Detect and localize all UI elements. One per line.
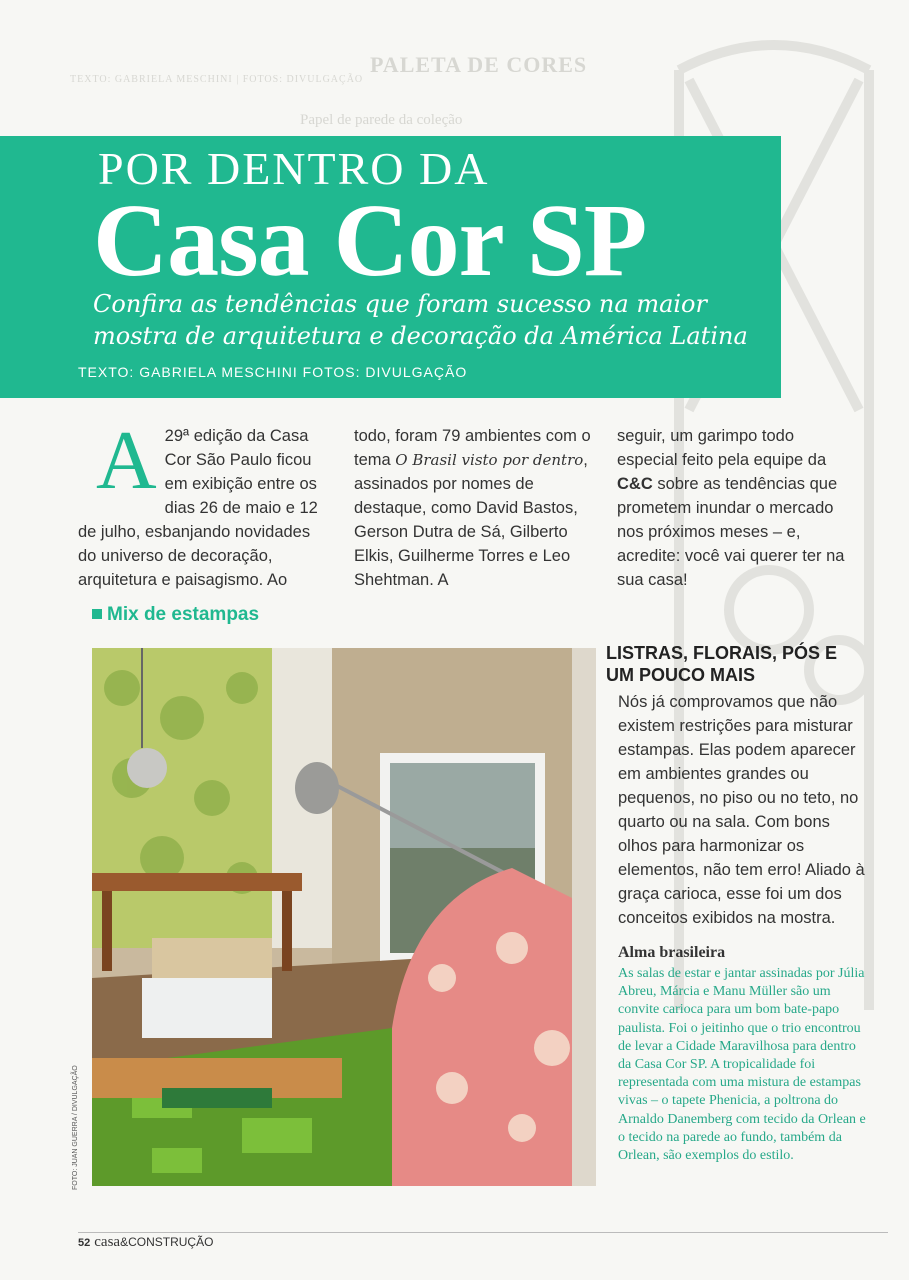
drop-cap: A: [96, 414, 157, 507]
intro-text-3a: seguir, um garimpo todo especial feito pela equipe da: [617, 427, 827, 469]
bleed-through-title: PALETA DE CORES: [370, 52, 588, 77]
intro-column-2: [354, 424, 596, 592]
page-footer: [78, 1234, 213, 1251]
bleed-through-credit: TEXTO: GABRIELA MESCHINI | FOTOS: DIVULGAÇÃO: [70, 74, 364, 85]
intro-column-3: [617, 424, 847, 592]
intro-column-1: [78, 414, 330, 592]
intro-text-1: 29ª edição da Casa Cor São Paulo ficou em exibição entre os dias 26 de maio e 12 de julho, esbanjando novidades do universo de decoração, arquitetura e paisagismo. Ao: [78, 427, 318, 589]
headline-kicker: POR DENTRO DA: [98, 143, 490, 194]
brand-mention: C&C: [617, 475, 653, 493]
magazine-name-casa: casa: [94, 1234, 121, 1250]
intro-text-2b: , assinados por nomes de destaque, como David Bastos, Gerson Dutra de Sá, Gilberto Elkis, Guilherme Torres e Leo Shehtman. A: [354, 451, 588, 589]
photo-credit: FOTO: JUAN GUERRA / DIVULGAÇÃO: [72, 1065, 79, 1190]
byline-credits: TEXTO: GABRIELA MESCHINI FOTOS: DIVULGAÇÃO: [78, 364, 468, 380]
page-number: 52: [78, 1237, 91, 1249]
deck: Confira as tendências que foram sucesso na maior mostra de arquitetura e decoração da América Latina: [93, 290, 748, 350]
intro-theme: O Brasil visto por dentro: [395, 451, 584, 469]
room-photo: [92, 648, 596, 1186]
section-heading: [92, 604, 259, 626]
footer-rule: [78, 1232, 888, 1233]
bleed-through-subtitle: Papel de parede da coleção: [300, 112, 463, 128]
sidebar-title: LISTRAS, FLORAIS, PÓS E UM POUCO MAIS: [606, 643, 838, 685]
square-bullet-icon: [92, 609, 102, 619]
intro-text-2a: todo, foram 79 ambientes com o tema: [354, 427, 591, 469]
headline: Casa Cor SP: [93, 183, 647, 298]
caption-text: As salas de estar e jantar assinadas por Júlia Abreu, Márcia e Manu Müller são um convite carioca para um bom bate-papo paulista. Foi o jeitinho que o trio encontrou de levar a Cidade Maravilhosa para dentro da Casa Cor SP. A tropicalidade foi representada com uma mistura de estampas vivas – o tapete Phenicia, a poltrona do Arnaldo Danemberg com tecido da Orlean e o tecido na parede ao fundo, também da Orlean, são exemplos do estilo.: [618, 966, 866, 1164]
magazine-name-construcao: &CONSTRUÇÃO: [120, 1235, 214, 1249]
sidebar-text: Nós já comprovamos que não existem restrições para misturar estampas. Elas podem aparecer em ambientes grandes ou pequenos, no piso ou no teto, no quarto ou na sala. Com bons olhos para harmonizar os elementos, não tem erro! Aliado à graça carioca, esse foi um dos conceitos exibidos na mostra.: [618, 693, 865, 927]
section-label: Mix de estampas: [107, 604, 260, 625]
caption-title: Alma brasileira: [618, 944, 726, 961]
intro-text-3b: sobre as tendências que prometem inundar o mercado nos próximos meses – e, acredite: você vai querer ter na sua casa!: [617, 475, 845, 589]
room-photo-illustration: [92, 648, 596, 1186]
